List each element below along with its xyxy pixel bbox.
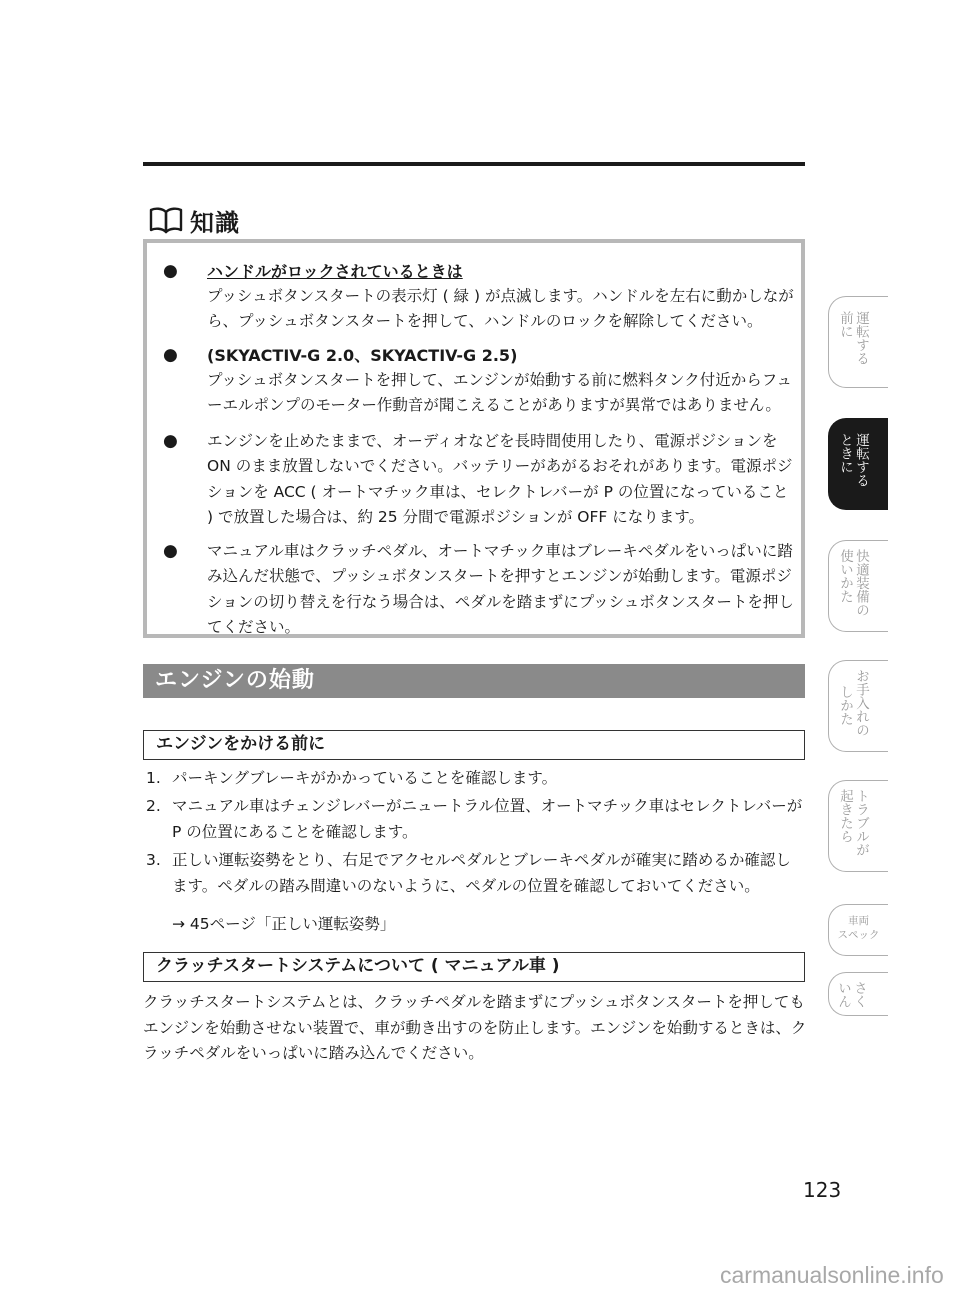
bullet: ● bbox=[163, 431, 178, 451]
tab-label: 車両 bbox=[848, 915, 869, 927]
tab-label: 前に bbox=[837, 311, 853, 338]
open-book-icon bbox=[148, 206, 184, 234]
knowledge-title: 知識 bbox=[190, 208, 240, 237]
tab-label: スペック bbox=[837, 929, 880, 941]
knowledge-box bbox=[143, 239, 805, 638]
watermark: carmanualsonline.info bbox=[720, 1262, 944, 1288]
tab-label: 使いかた bbox=[837, 549, 853, 603]
bullet: ● bbox=[163, 541, 178, 561]
tab-label: ときに bbox=[837, 433, 853, 474]
tab-while-driving[interactable] bbox=[828, 418, 888, 510]
knowledge-heading bbox=[148, 204, 240, 236]
step-text: マニュアル車はチェンジレバーがニュートラル位置、オートマチック車はセレクトレバーが P の位置にあることを確認します。 bbox=[172, 797, 803, 841]
page-reference-link[interactable]: → 45ページ「正しい運転姿勢」 bbox=[172, 915, 396, 933]
knowledge-item-text: エンジンを止めたままで、オーディオなどを長時間使用したり、電源ポジションを ON のまま放置しないでください。バッテリーがあがるおそれがあります。電源ポジションを ACC ( オートマチック車は、セレクトレバーが P の位置になっていること ) で放置した場合は、約 25 分間で電源ポジションが OFF になります。 bbox=[207, 432, 793, 526]
step-number: 2. bbox=[146, 797, 161, 815]
tab-vehicle-specs[interactable] bbox=[828, 904, 888, 956]
tab-before-driving[interactable] bbox=[828, 296, 888, 388]
section-banner: エンジンの始動 bbox=[143, 664, 805, 698]
tab-maintenance[interactable] bbox=[828, 660, 888, 752]
knowledge-item-heading: ハンドルがロックされているときは bbox=[207, 262, 463, 281]
tab-label: 運転する bbox=[853, 433, 869, 487]
top-rule bbox=[143, 162, 805, 166]
knowledge-item-text: プッシュボタンスタートを押して、エンジンが始動する前に燃料タンク付近からフューエルポンプのモーター作動音が聞こえることがありますが異常ではありません。 bbox=[207, 371, 792, 415]
tab-label: 起きたら bbox=[837, 789, 853, 843]
tab-label: 快適装備の bbox=[853, 549, 869, 617]
step-text: パーキングブレーキがかかっていることを確認します。 bbox=[172, 769, 558, 787]
knowledge-item-text: プッシュボタンスタートの表示灯 ( 緑 ) が点滅します。ハンドルを左右に動かしながら、プッシュボタンスタートを押して、ハンドルのロックを解除してください。 bbox=[207, 287, 794, 331]
page-number: 123 bbox=[803, 1178, 842, 1202]
step-number: 3. bbox=[146, 851, 161, 869]
tab-index[interactable] bbox=[828, 972, 888, 1016]
tab-label: いん bbox=[835, 981, 851, 1008]
tab-label: さく bbox=[851, 981, 867, 1008]
tab-troubleshooting[interactable] bbox=[828, 780, 888, 872]
knowledge-item-heading: (SKYACTIV-G 2.0、SKYACTIV-G 2.5) bbox=[207, 346, 518, 365]
tab-comfort-features[interactable] bbox=[828, 540, 888, 632]
knowledge-item-text: マニュアル車はクラッチペダル、オートマチック車はブレーキペダルをいっぱいに踏み込んだ状態で、プッシュボタンスタートを押すとエンジンが始動します。電源ポジションの切り替えを行なう場合は、ペダルを踏まずにプッシュボタンスタートを押してください。 bbox=[207, 542, 794, 636]
tab-label: しかた bbox=[837, 685, 853, 726]
subsection-title-before-start: エンジンをかける前に bbox=[143, 730, 805, 760]
tab-label: お手入れの bbox=[853, 669, 869, 737]
subsection-title-clutch-start: クラッチスタートシステムについて ( マニュアル車 ) bbox=[143, 952, 805, 982]
step-text: 正しい運転姿勢をとり、右足でアクセルペダルとブレーキペダルが確実に踏めるか確認します。ペダルの踏み間違いのないように、ペダルの位置を確認しておいてください。 bbox=[172, 851, 791, 895]
bullet: ● bbox=[163, 345, 178, 365]
bullet: ● bbox=[163, 261, 178, 281]
step-number: 1. bbox=[146, 769, 161, 787]
clutch-start-paragraph: クラッチスタートシステムとは、クラッチペダルを踏まずにプッシュボタンスタートを押してもエンジンを始動させない装置で、車が動き出すのを防止します。エンジンを始動するときは、クラッチペダルをいっぱいに踏み込んでください。 bbox=[143, 993, 807, 1062]
tab-label: 運転する bbox=[853, 311, 869, 365]
tab-label: トラブルが bbox=[853, 789, 869, 857]
